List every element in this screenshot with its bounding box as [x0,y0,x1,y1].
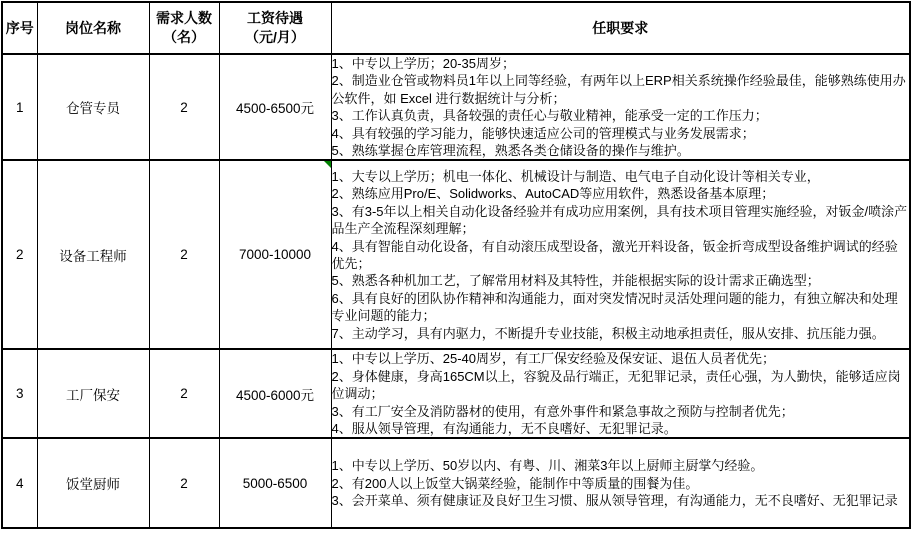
requirement-item: 2、熟练应用Pro/E、Solidworks、AutoCAD等应用软件，熟悉设备基本原理； [331,186,775,202]
table-row [2,54,910,160]
table-row [2,160,910,349]
requirement-item: 2、身体健康，身高165CM以上，容貌及品行端正，无犯罪记录，责任心强，为人勤快，能够适应岗位调动； [331,368,901,402]
salary-value: 4500-6000元 [235,387,315,403]
requirement-item: 4、具有较强的学习能力，能够快速适应公司的管理模式与业务发展需求； [331,125,755,141]
column-header-headcount [149,2,219,54]
requirement-item: 7、主动学习，具有内驱力，不断提升专业技能，积极主动地承担责任，服从安排、抗压能力强。 [331,325,885,341]
requirement-item: 1、中专以上学历、25-40周岁，有工厂保安经验及保安证、退伍人员者优先； [331,351,775,367]
column-header-line: 任职要求 [592,19,649,36]
requirements-list [332,168,910,342]
table-row [2,438,910,528]
requirement-item: 1、中专以上学历；20-35周岁； [331,56,515,71]
cell-serial-number: 2 [2,160,37,349]
requirements-list [332,350,910,437]
cell-requirements [331,160,910,349]
requirement-item: 3、有3-5年以上相关自动化设备经验并有成功应用案例，具有技术项目管理实施经验，对钣金/喷涂产品生产全流程深刻理解； [331,203,908,237]
salary-value: 5000-6500 [242,475,308,491]
cell-salary [219,349,331,438]
cell-headcount: 2 [149,438,219,528]
cell-requirements [331,438,910,528]
column-header-line: 岗位名称 [65,19,121,36]
cell-salary [219,160,331,349]
column-header-serial-number [2,2,37,54]
requirement-item: 4、服从领导管理，有沟通能力，无不良嗜好、无犯罪记录。 [331,421,677,437]
requirement-item: 5、熟练掌握仓库管理流程，熟悉各类仓储设备的操作与维护。 [331,143,690,159]
column-header-line: 需求人数 [156,10,212,26]
cell-serial-number: 4 [2,438,37,528]
cell-salary [219,54,331,160]
cell-serial-number: 1 [2,54,37,160]
requirement-item: 3、工作认真负责，具备较强的责任心与敬业精神，能承受一定的工作压力； [331,108,768,124]
cell-requirements [331,349,910,438]
requirements-list [332,55,910,159]
salary-value: 4500-6500元 [235,101,315,117]
column-header-line: 序号 [5,19,34,36]
column-header-line: 工资待遇 [247,10,303,26]
column-header-position-name [37,2,149,54]
cell-headcount: 2 [149,160,219,349]
requirement-item: 3、会开菜单、须有健康证及良好卫生习惯、服从领导管理，有沟通能力，无不良嗜好、无犯罪记录 [331,493,898,509]
cell-position-name: 工厂保安 [37,349,149,438]
cell-position-name: 饭堂厨师 [37,438,149,528]
column-header-salary [219,2,331,54]
green-corner-flag-icon [324,161,331,168]
column-header-line: （名） [163,29,205,45]
cell-headcount: 2 [149,349,219,438]
cell-headcount: 2 [149,54,219,160]
requirement-item: 4、具有智能自动化设备，有自动滚压成型设备，激光开料设备，钣金折弯成型设备维护调试的经验优先； [331,238,898,271]
requirements-list [332,457,910,509]
cell-salary [219,438,331,528]
column-header-line: （元/月） [245,29,305,45]
table-row [2,349,910,438]
cell-position-name: 设备工程师 [37,160,149,349]
requirement-item: 2、有200人以上饭堂大锅菜经验，能制作中等质量的围餐为佳。 [331,475,699,491]
requirement-item: 1、大专以上学历；机电一体化、机械设计与制造、电气电子自动化设计等相关专业， [331,168,820,184]
requirement-item: 5、熟悉各种机加工艺，了解常用材料及其特性，并能根据实际的设计需求正确选型； [331,273,820,289]
cell-serial-number: 3 [2,349,37,438]
salary-value: 7000-10000 [238,247,312,263]
header-row [2,2,910,54]
cell-requirements [331,54,910,160]
job-requirements-table [1,1,911,529]
column-header-requirements [331,2,910,54]
requirement-item: 6、具有良好的团队协作精神和沟通能力，面对突发情况时灵活处理问题的能力，有独立解决和处理专业问题的能力； [331,290,898,324]
cell-position-name: 仓管专员 [37,54,149,160]
requirement-item: 3、有工厂安全及消防器材的使用，有意外事件和紧急事故之预防与控制者优先； [331,403,794,419]
requirement-item: 2、制造业仓管或物料员1年以上同等经验，有两年以上ERP相关系统操作经验最佳，能够熟练使用办公软件，如 Excel 进行数据统计与分析； [331,73,906,106]
requirement-item: 1、中专以上学历、50岁以内、有粤、川、湘菜3年以上厨师主厨掌勺经验。 [331,458,764,474]
